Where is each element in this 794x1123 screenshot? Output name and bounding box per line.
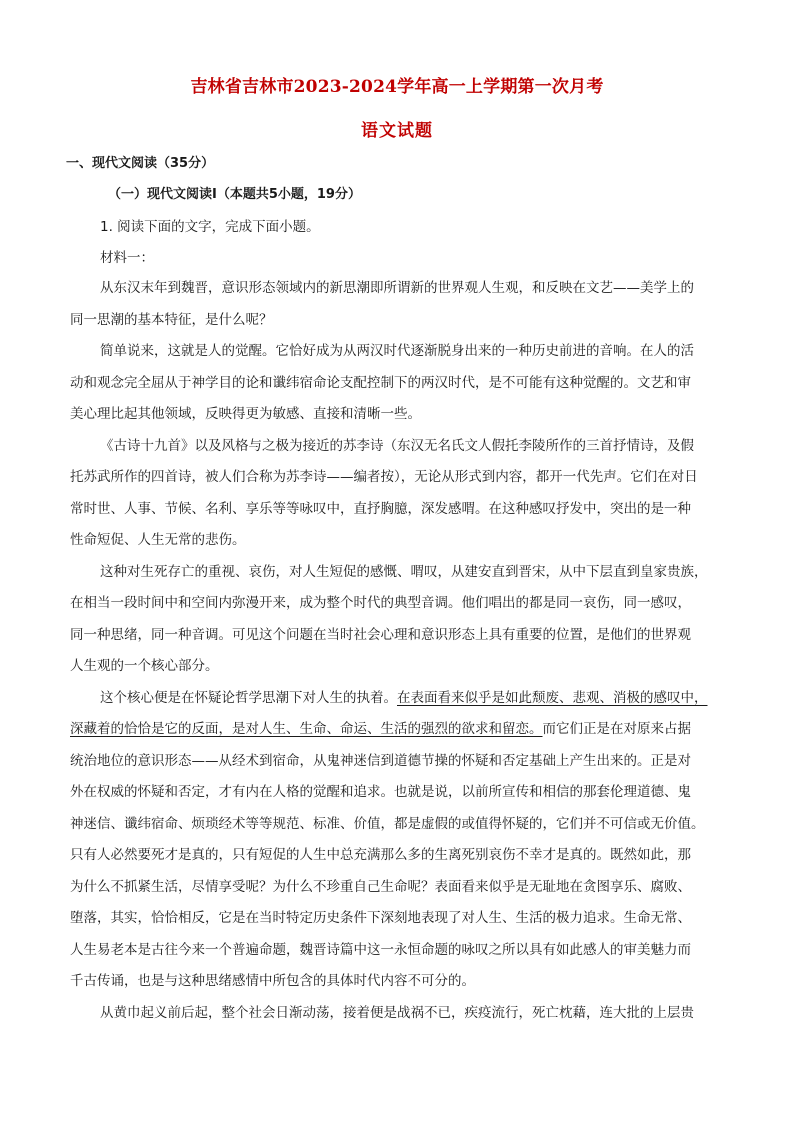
passage-line	[100, 686, 708, 706]
passage-line: 外在权威的怀疑和否定，才有内在人格的觉醒和追求。也就是说，以前所宣传和相信的那套伦理道德、鬼	[70, 784, 691, 800]
passage-line: 统治地位的意识形态——从经术到宿命，从鬼神迷信到道德节操的怀疑和否定基础上产生出来的。正是对	[70, 753, 691, 769]
passage-line: 动和观念完全屈从于神学目的论和谶纬宿命论支配控制下的两汉时代，是不可能有这种觉醒的。文艺和审	[70, 375, 691, 391]
passage-line: 简单说来，这就是人的觉醒。它恰好成为从两汉时代逐渐脱身出来的一种历史前进的音响。在人的活	[100, 343, 694, 359]
passage-line: 这种对生死存亡的重视、哀伤，对人生短促的感慨、喟叹，从建安直到晋宋，从中下层直到皇家贵族，	[100, 564, 708, 580]
passage-line	[70, 717, 691, 737]
underlined-text: 深藏着的恰恰是它的反面，是对人生、生命、命运、生活的强烈的欲求和留恋。	[70, 721, 543, 737]
material-label: 材料一：	[100, 250, 154, 266]
passage-text: 而它们正是在对原来占据	[542, 721, 691, 737]
passage-line: 常时世、人事、节候、名利、享乐等等咏叹中，直抒胸臆，深发感喟。在这种感叹抒发中，突出的是一种	[70, 501, 691, 517]
passage-line: 堕落，其实，恰恰相反，它是在当时特定历史条件下深刻地表现了对人生、生活的极力追求。生命无常、	[70, 910, 691, 926]
passage-line: 只有人必然要死才是真的，只有短促的人生中总充满那么多的生离死别哀伤不幸才是真的。既然如此，那	[70, 847, 691, 863]
passage-line: 同一思潮的基本特征，是什么呢？	[70, 312, 273, 328]
passage-text: 这个核心便是在怀疑论哲学思潮下对人生的执着。	[100, 690, 397, 706]
passage-line: 性命短促、人生无常的悲伤。	[70, 532, 246, 548]
passage-line: 从黄巾起义前后起，整个社会日渐动荡，接着便是战祸不已，疾疫流行，死亡枕藉，连大批的上层贵	[100, 1005, 694, 1021]
exam-subtitle: 语文试题	[361, 121, 433, 141]
question-intro: 1. 阅读下面的文字，完成下面小题。	[100, 219, 320, 235]
subsection-heading: （一）现代文阅读Ⅰ（本题共5小题，19分）	[108, 187, 361, 202]
passage-line: 托苏武所作的四首诗，被人们合称为苏李诗——编者按），无论从形式到内容，都开一代先声。它们在对日	[70, 469, 698, 485]
underlined-text: 在表面看来似乎是如此颓废、悲观、消极的感叹中，	[397, 690, 708, 706]
passage-line: 神迷信、谶纬宿命、烦琐经术等等规范、标准、价值，都是虚假的或值得怀疑的，它们并不可信或无价值。	[70, 816, 705, 832]
passage-line: 《古诗十九首》以及风格与之极为接近的苏李诗（东汉无名氏文人假托李陵所作的三首抒情诗，及假	[100, 438, 694, 454]
passage-line: 美心理比起其他领域，反映得更为敏感、直接和清晰一些。	[70, 406, 421, 422]
exam-title: 吉林省吉林市2023-2024学年高一上学期第一次月考	[190, 77, 604, 97]
passage-line: 为什么不抓紧生活，尽情享受呢？为什么不珍重自己生命呢？表面看来似乎是无耻地在贪图享乐、腐败、	[70, 879, 691, 895]
passage-line: 从东汉末年到魏晋，意识形态领域内的新思潮即所谓新的世界观人生观，和反映在文艺——美学上的	[100, 280, 694, 296]
passage-line: 在相当一段时间中和空间内弥漫开来，成为整个时代的典型音调。他们唱出的都是同一哀伤，同一感叹，	[70, 595, 691, 611]
section-heading: 一、现代文阅读（35分）	[66, 156, 215, 171]
passage-line: 千古传诵，也是与这种思绪感情中所包含的具体时代内容不可分的。	[70, 973, 475, 989]
passage-line: 同一种思绪，同一种音调。可见这个问题在当时社会心理和意识形态上具有重要的位置，是他们的世界观	[70, 627, 691, 643]
passage-line: 人生易老本是古往今来一个普遍命题，魏晋诗篇中这一永恒命题的咏叹之所以具有如此感人的审美魅力而	[70, 942, 691, 958]
passage-line: 人生观的一个核心部分。	[70, 658, 219, 674]
